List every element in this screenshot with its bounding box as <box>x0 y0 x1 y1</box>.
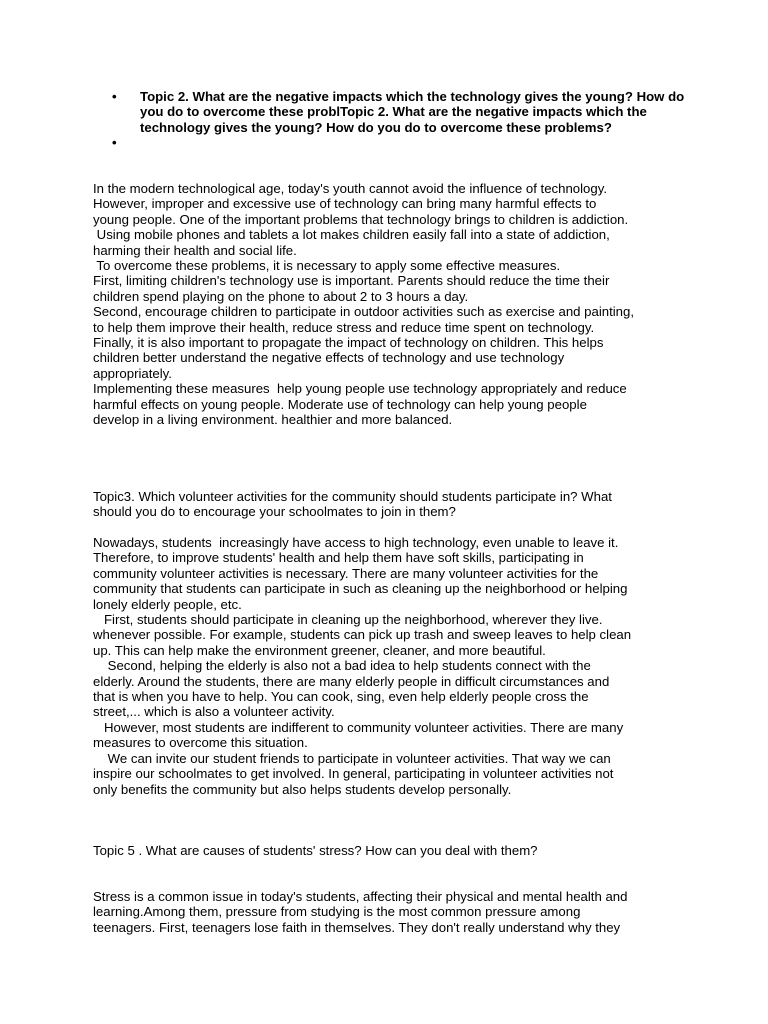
essay-line: In the modern technological age, today's youth cannot avoid the influence of technology. <box>93 181 608 196</box>
essay-line: Nowadays, students increasingly have access to high technology, even unable to leave it. <box>93 535 619 550</box>
essay-line: Finally, it is also important to propagate the impact of technology on children. This helps <box>93 335 604 351</box>
essay-line: harmful effects on young people. Moderate use of technology can help young people <box>93 396 587 412</box>
essay-line: up. This can help make the environment greener, cleaner, and more beautiful. <box>93 642 546 658</box>
question-line: should you do to encourage your schoolmates to join in them? <box>93 504 456 520</box>
topic3-question <box>93 489 683 520</box>
essay-line: First, limiting children's technology use is important. Parents should reduce the time their <box>93 273 610 289</box>
essay-line: We can invite our student friends to participate in volunteer activities. That way we can <box>93 750 611 766</box>
essay-line: community that students can participate in such as cleaning up the neighborhood or helping <box>93 581 628 597</box>
essay-line: To overcome these problems, it is necessary to apply some effective measures. <box>93 258 561 274</box>
topic2-essay <box>93 181 683 428</box>
essay-line: Stress is a common issue in today's students, affecting their physical and mental health and <box>93 889 628 904</box>
essay-line: Second, helping the elderly is also not a bad idea to help students connect with the <box>93 658 591 674</box>
essay-line: However, improper and excessive use of technology can bring many harmful effects to <box>93 196 597 212</box>
essay-line: However, most students are indifferent to community volunteer activities. There are many <box>93 719 624 735</box>
essay-line: inspire our schoolmates to get involved. In general, participating in volunteer activities not <box>93 766 614 782</box>
essay-line: street,... which is also a volunteer activity. <box>93 704 335 720</box>
empty-bullet <box>112 135 702 150</box>
essay-line: Using mobile phones and tablets a lot makes children easily fall into a state of addiction, <box>93 227 610 243</box>
essay-line: children better understand the negative effects of technology and use technology <box>93 350 565 366</box>
essay-line: appropriately. <box>93 365 172 381</box>
essay-line: children spend playing on the phone to about 2 to 3 hours a day. <box>93 288 469 304</box>
topic2-bullet-list <box>112 89 702 151</box>
essay-line: that is when you have to help. You can cook, sing, even help elderly people cross the <box>93 689 589 705</box>
topic2-heading-bullet: • Topic 2. What are the negative impacts which the technology gives the young? How do you do to overcome these problTopic 2. What are the negative impacts which the technology gives the young? How do you do to overcome these problems? <box>112 89 702 135</box>
essay-line: young people. One of the important problems that technology brings to children is addiction. <box>93 211 629 227</box>
essay-line: whenever possible. For example, students can pick up trash and sweep leaves to help clean <box>93 627 632 643</box>
essay-line: elderly. Around the students, there are many elderly people in difficult circumstances and <box>93 673 610 689</box>
topic3-essay <box>93 535 683 797</box>
essay-line: to help them improve their health, reduce stress and reduce time spent on technology. <box>93 319 595 335</box>
essay-line: Implementing these measures help young people use technology appropriately and reduce <box>93 381 627 397</box>
essay-line: lonely elderly people, etc. <box>93 596 242 612</box>
essay-line: community volunteer activities is necessary. There are many volunteer activities for the <box>93 565 599 581</box>
topic5-question <box>93 843 683 858</box>
essay-line: harming their health and social life. <box>93 242 297 258</box>
essay-line: First, students should participate in cleaning up the neighborhood, wherever they live. <box>93 612 603 628</box>
essay-line: learning.Among them, pressure from studying is the most common pressure among <box>93 904 581 920</box>
question-line: Topic3. Which volunteer activities for the community should students participate in? What <box>93 489 612 504</box>
essay-line: teenagers. First, teenagers lose faith in themselves. They don't really understand why they <box>93 919 621 935</box>
essay-line: Therefore, to improve students' health and help them have soft skills, participating in <box>93 550 584 566</box>
essay-line: only benefits the community but also helps students develop personally. <box>93 781 512 797</box>
question-line: Topic 5 . What are causes of students' stress? How can you deal with them? <box>93 843 538 858</box>
essay-line: measures to overcome this situation. <box>93 735 308 751</box>
essay-line: develop in a living environment. healthier and more balanced. <box>93 412 453 428</box>
essay-line: Second, encourage children to participate in outdoor activities such as exercise and painting, <box>93 304 635 320</box>
topic5-essay <box>93 889 683 935</box>
